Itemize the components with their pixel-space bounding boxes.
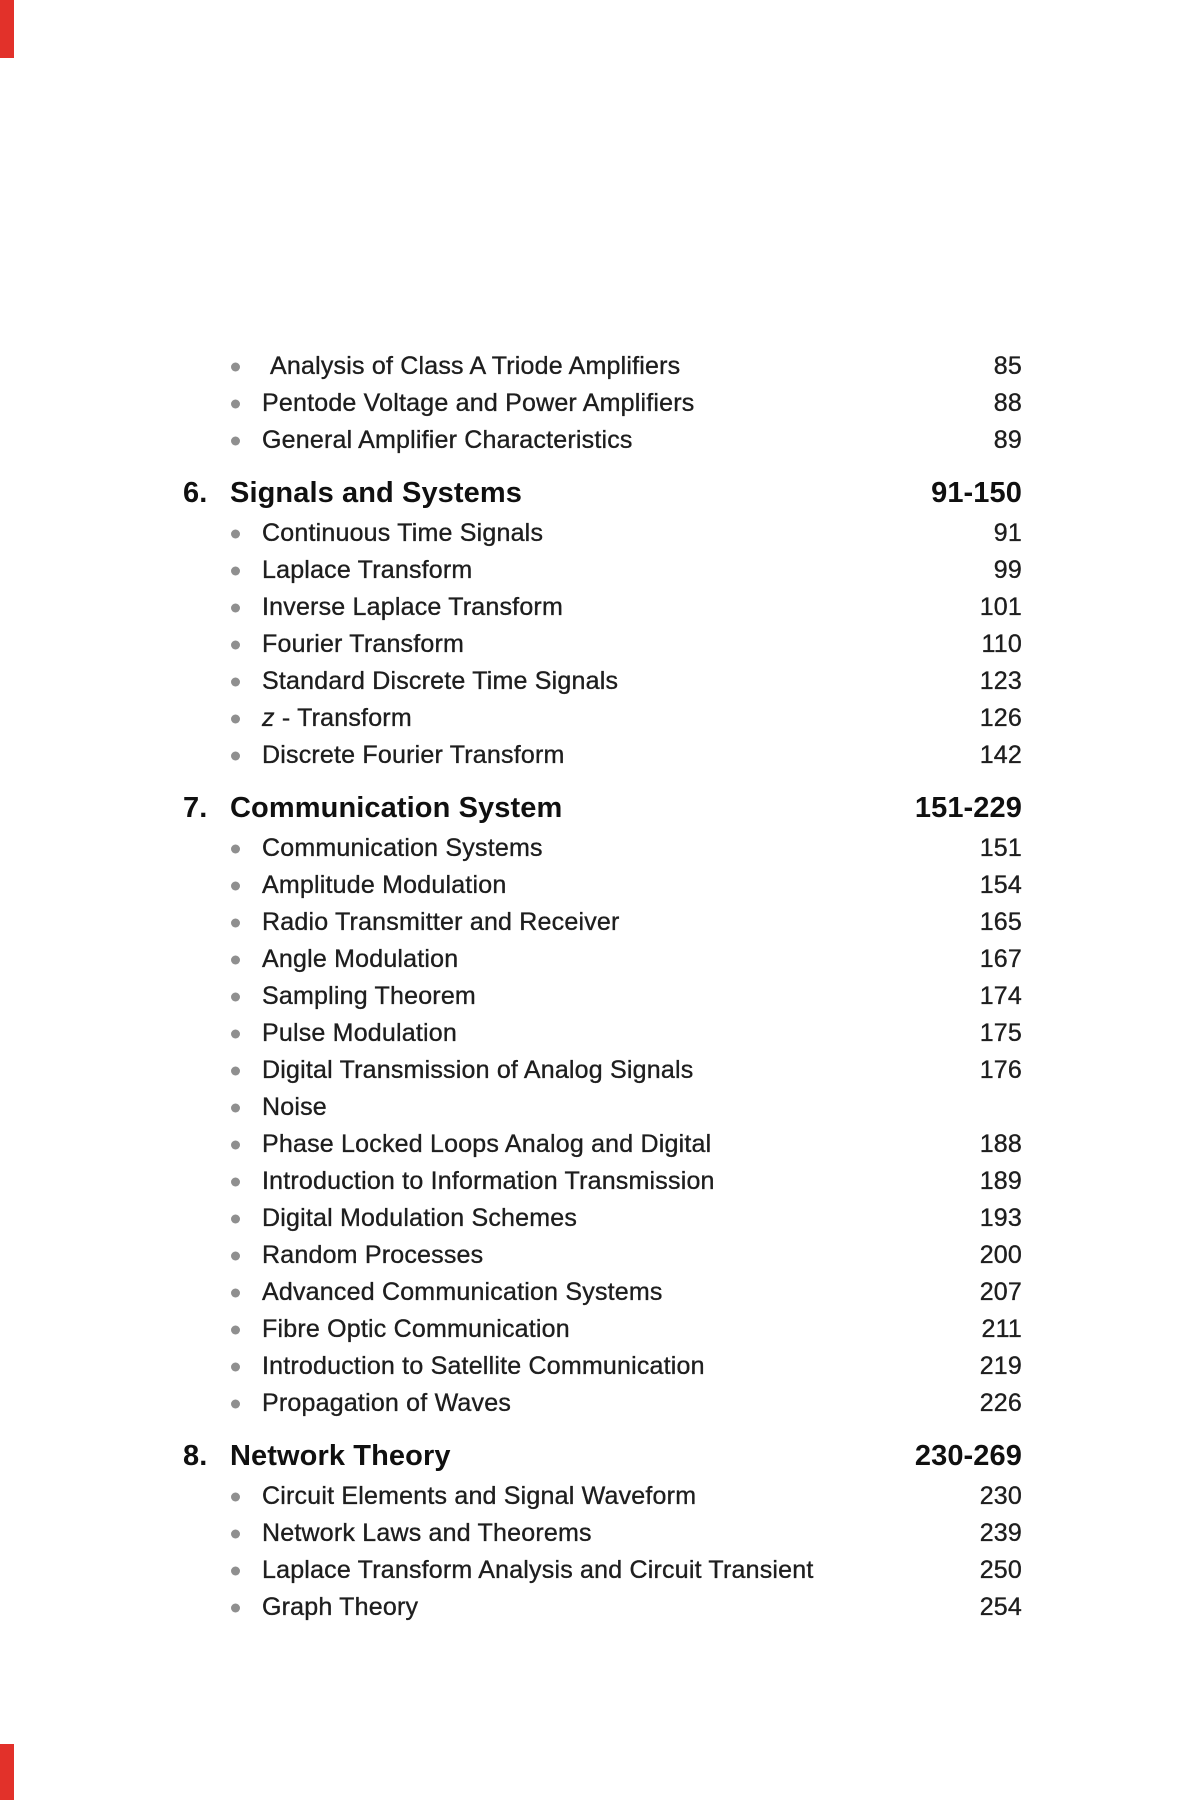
- section-title: Signals and Systems: [230, 476, 523, 509]
- toc-item-page-number: 188: [979, 1130, 1022, 1158]
- toc-item-page-number: 110: [981, 630, 1022, 658]
- toc-item-label: Random Processes: [262, 1241, 484, 1269]
- toc-section-heading: [180, 1434, 1022, 1478]
- toc-item-row: [180, 348, 1022, 385]
- toc-item-label: Laplace Transform Analysis and Circuit Transient: [262, 1556, 814, 1584]
- toc-item-page-number: 250: [979, 1556, 1022, 1584]
- toc-item-row: [180, 1163, 1022, 1200]
- toc-item-label: Digital Modulation Schemes: [262, 1204, 578, 1232]
- bullet-icon: [231, 918, 240, 927]
- section-page-range: 230-269: [914, 1439, 1022, 1472]
- toc-item-row: [180, 1274, 1022, 1311]
- bullet-icon: [231, 399, 240, 408]
- bullet-icon: [231, 1029, 240, 1038]
- toc-item-label: Noise: [262, 1093, 327, 1121]
- toc-item-label: Introduction to Satellite Communication: [262, 1352, 705, 1380]
- toc-item-page-number: 189: [979, 1167, 1022, 1195]
- toc-item-label: Sampling Theorem: [262, 982, 476, 1010]
- bullet-icon: [231, 436, 240, 445]
- section-page-range: 151-229: [914, 791, 1022, 824]
- toc-item-row: [180, 1348, 1022, 1385]
- toc-item-row: [180, 422, 1022, 459]
- toc-item-page-number: 207: [979, 1278, 1022, 1306]
- toc-item-row: [180, 589, 1022, 626]
- toc-item-row: [180, 385, 1022, 422]
- toc-item-page-number: 219: [979, 1352, 1022, 1380]
- toc-item-row: [180, 1126, 1022, 1163]
- toc-item-page-number: 254: [979, 1593, 1022, 1621]
- bullet-icon: [231, 603, 240, 612]
- toc-item-page-number: 211: [981, 1315, 1022, 1343]
- toc-item-row: [180, 700, 1022, 737]
- bullet-icon: [231, 1288, 240, 1297]
- toc-item-label: Laplace Transform: [262, 556, 473, 584]
- bullet-icon: [231, 844, 240, 853]
- bullet-icon: [231, 1399, 240, 1408]
- bullet-icon: [231, 1177, 240, 1186]
- toc-item-page-number: 239: [979, 1519, 1022, 1547]
- bullet-icon: [231, 714, 240, 723]
- toc-item-label: Angle Modulation: [262, 945, 459, 973]
- bullet-icon: [231, 1325, 240, 1334]
- toc-item-page-number: 142: [979, 741, 1022, 769]
- toc-item-page-number: 175: [979, 1019, 1022, 1047]
- toc-item-row: [180, 830, 1022, 867]
- toc-item-row: [180, 552, 1022, 589]
- toc-item-page-number: 99: [993, 556, 1022, 584]
- bullet-icon: [231, 1214, 240, 1223]
- toc-item-row: [180, 1478, 1022, 1515]
- toc-item-page-number: 89: [993, 426, 1022, 454]
- toc-item-label: Propagation of Waves: [262, 1389, 512, 1417]
- toc-item-label: Phase Locked Loops Analog and Digital: [262, 1130, 712, 1158]
- toc-item-label: Inverse Laplace Transform: [262, 593, 563, 621]
- toc-item-row: [180, 1052, 1022, 1089]
- toc-item-row: [180, 978, 1022, 1015]
- toc-item-row: [180, 737, 1022, 774]
- section-title: Communication System: [230, 791, 563, 824]
- toc-item-label: Digital Transmission of Analog Signals: [262, 1056, 694, 1084]
- toc-item-row: [180, 626, 1022, 663]
- bullet-icon: [231, 362, 240, 371]
- bullet-icon: [231, 955, 240, 964]
- bullet-icon: [231, 1492, 240, 1501]
- toc-section-heading: [180, 471, 1022, 515]
- toc-item-label: Pulse Modulation: [262, 1019, 457, 1047]
- toc-item-page-number: 91: [993, 519, 1022, 547]
- toc-item-page-number: 167: [979, 945, 1022, 973]
- toc-item-label: Pentode Voltage and Power Amplifiers: [262, 389, 695, 417]
- red-page-edge-mark-top: [0, 0, 14, 58]
- bullet-icon: [231, 1103, 240, 1112]
- toc-item-label: Radio Transmitter and Receiver: [262, 908, 620, 936]
- bullet-icon: [231, 677, 240, 686]
- toc-item-label: Network Laws and Theorems: [262, 1519, 592, 1547]
- toc-item-row: [180, 1089, 1022, 1126]
- toc-item-page-number: 200: [979, 1241, 1022, 1269]
- toc-item-row: [180, 1237, 1022, 1274]
- section-page-range: 91-150: [931, 476, 1022, 509]
- toc-item-page-number: 193: [979, 1204, 1022, 1232]
- toc-item-row: [180, 1589, 1022, 1626]
- bullet-icon: [231, 1529, 240, 1538]
- bullet-icon: [231, 1140, 240, 1149]
- toc-item-page-number: 165: [979, 908, 1022, 936]
- toc-item-page-number: 174: [979, 982, 1022, 1010]
- toc-item-page-number: 101: [979, 593, 1022, 621]
- toc-item-row: [180, 1200, 1022, 1237]
- section-number: 8.: [183, 1439, 208, 1472]
- toc-item-label: z - Transform: [262, 704, 412, 732]
- bullet-icon: [231, 1251, 240, 1260]
- toc-item-page-number: 123: [979, 667, 1022, 695]
- toc-item-page-number: 226: [979, 1389, 1022, 1417]
- bullet-icon: [231, 1362, 240, 1371]
- toc-item-label-italic-prefix: z: [262, 704, 275, 732]
- toc-item-page-number: 88: [993, 389, 1022, 417]
- toc-item-row: [180, 1311, 1022, 1348]
- bullet-icon: [231, 1603, 240, 1612]
- bullet-icon: [231, 640, 240, 649]
- toc-item-row: [180, 515, 1022, 552]
- bullet-icon: [231, 1566, 240, 1575]
- toc-item-label: Amplitude Modulation: [262, 871, 507, 899]
- toc-item-row: [180, 941, 1022, 978]
- toc-item-row: [180, 1385, 1022, 1422]
- toc-item-row: [180, 1515, 1022, 1552]
- toc-item-page-number: 85: [993, 352, 1022, 380]
- bullet-icon: [231, 566, 240, 575]
- toc-item-label: Continuous Time Signals: [262, 519, 544, 547]
- toc-item-label: Standard Discrete Time Signals: [262, 667, 619, 695]
- toc-item-row: [180, 1015, 1022, 1052]
- section-number: 6.: [183, 476, 208, 509]
- toc-item-label: Fourier Transform: [262, 630, 465, 658]
- toc-item-label: Introduction to Information Transmission: [262, 1167, 715, 1195]
- toc-item-label: General Amplifier Characteristics: [262, 426, 633, 454]
- table-of-contents: [180, 348, 1022, 1626]
- toc-section-heading: [180, 786, 1022, 830]
- section-title: Network Theory: [230, 1439, 451, 1472]
- toc-item-page-number: 126: [979, 704, 1022, 732]
- bullet-icon: [231, 529, 240, 538]
- toc-item-label: Fibre Optic Communication: [262, 1315, 570, 1343]
- toc-item-row: [180, 867, 1022, 904]
- toc-item-row: [180, 663, 1022, 700]
- bullet-icon: [231, 881, 240, 890]
- toc-item-label: Discrete Fourier Transform: [262, 741, 565, 769]
- toc-item-label: Circuit Elements and Signal Waveform: [262, 1482, 697, 1510]
- red-page-edge-mark-bottom: [0, 1744, 14, 1800]
- bullet-icon: [231, 1066, 240, 1075]
- toc-item-row: [180, 1552, 1022, 1589]
- toc-item-page-number: 151: [979, 834, 1022, 862]
- bullet-icon: [231, 751, 240, 760]
- section-number: 7.: [183, 791, 208, 824]
- toc-item-page-number: 154: [979, 871, 1022, 899]
- toc-item-label: Analysis of Class A Triode Amplifiers: [270, 352, 681, 380]
- toc-item-row: [180, 904, 1022, 941]
- toc-item-label: Communication Systems: [262, 834, 543, 862]
- bullet-icon: [231, 992, 240, 1001]
- toc-item-label: Advanced Communication Systems: [262, 1278, 663, 1306]
- toc-item-label: Graph Theory: [262, 1593, 419, 1621]
- toc-item-page-number: 176: [979, 1056, 1022, 1084]
- toc-item-page-number: 230: [979, 1482, 1022, 1510]
